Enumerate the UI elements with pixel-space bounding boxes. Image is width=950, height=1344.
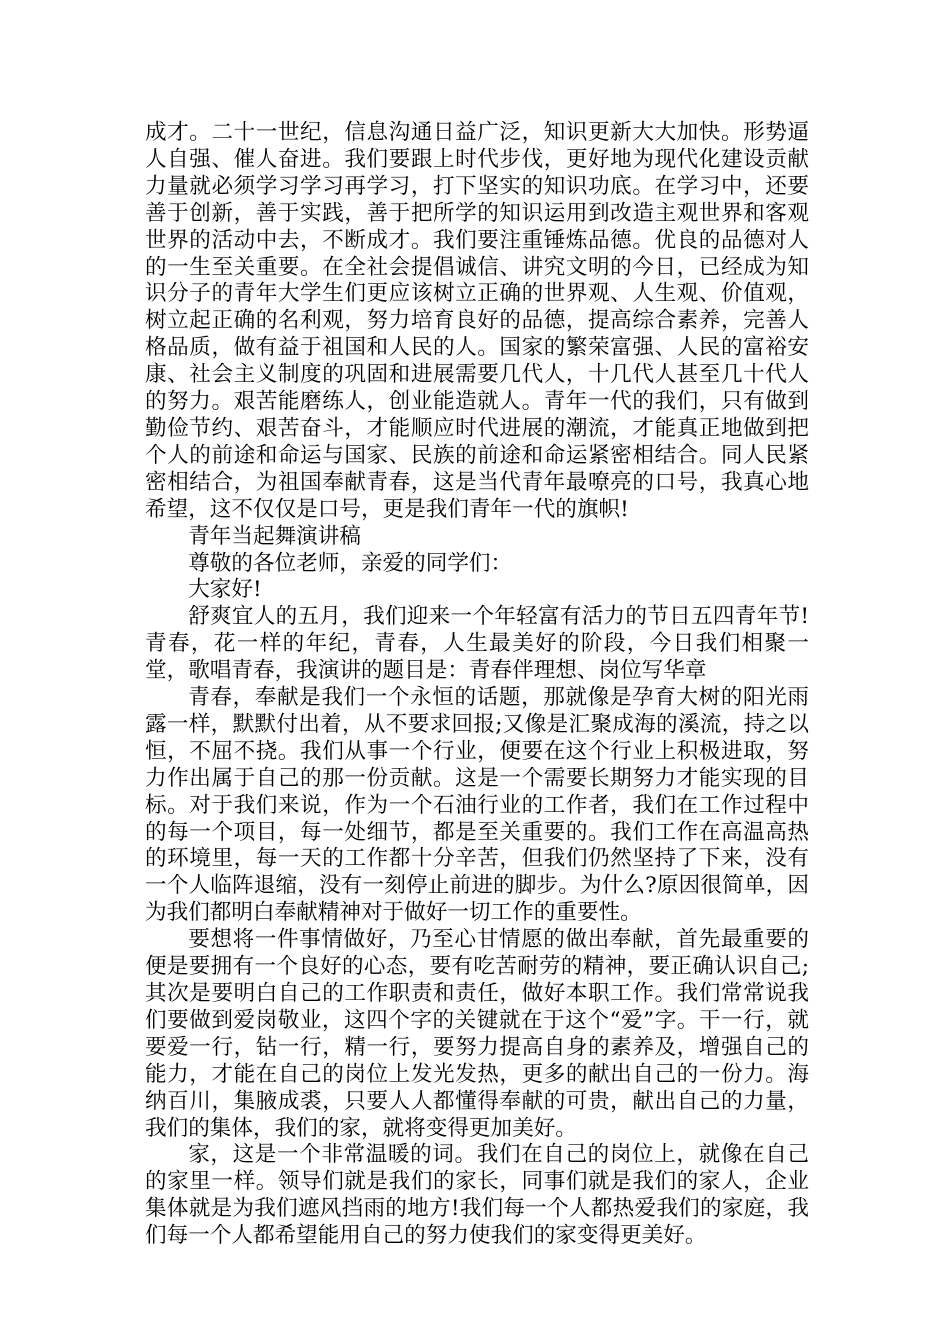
salutation: 尊敬的各位老师，亲爱的同学们： — [188, 550, 513, 576]
body-paragraph: 家，这是一个非常温暖的词。我们在自己的岗位上，就像在自己的家里一样。领导们就是我们的家长，同事们就是我们的家人，企业集体就是为我们遮风挡雨的地方!我们每一个人都热爱我们的家庭，我们每一个人都希望能用自己的努力使我们的家变得更美好。 — [145, 1142, 809, 1249]
greeting: 大家好! — [188, 577, 262, 603]
body-paragraph: 要想将一件事情做好，乃至心甘情愿的做出奉献，首先最重要的便是要拥有一个良好的心态，要有吃苦耐劳的精神，要正确认识自己;其次是要明白自己的工作职责和责任，做好本职工作。我们常常说我们要做到爱岗敬业，这四个字的关键就在于这个“爱”字。干一行，就要爱一行，钻一行，精一行，要努力提高自身的素养及，增强自己的能力，才能在自己的岗位上发光发热，更多的献出自己的一份力。海纳百川，集腋成裘，只要人人都懂得奉献的可贵，献出自己的力量，我们的集体，我们的家，就将变得更加美好。 — [145, 927, 809, 1141]
body-paragraph: 舒爽宜人的五月，我们迎来一个年轻富有活力的节日五四青年节!青春，花一样的年纪，青春，人生最美好的阶段，今日我们相聚一堂，歌唱青春，我演讲的题目是：青春伴理想、岗位写华章 — [145, 604, 809, 684]
document-page — [145, 120, 809, 1250]
continuation-paragraph: 成才。二十一世纪，信息沟通日益广泛，知识更新大大加快。形势逼人自强、催人奋进。我们要跟上时代步伐，更好地为现代化建设贡献力量就必须学习学习再学习，打下坚实的知识功底。在学习中，还要善于创新，善于实践，善于把所学的知识运用到改造主观世界和客观世界的活动中去，不断成才。我们要注重锤炼品德。优良的品德对人的一生至关重要。在全社会提倡诚信、讲究文明的今日，已经成为知识分子的青年大学生们更应该树立正确的世界观、人生观、价值观，树立起正确的名利观，努力培育良好的品德，提高综合素养，完善人格品质，做有益于祖国和人民的人。国家的繁荣富强、人民的富裕安康、社会主义制度的巩固和进展需要几代人，十几代人甚至几十代人的努力。艰苦能磨练人，创业能造就人。青年一代的我们，只有做到勤俭节约、艰苦奋斗，才能顺应时代进展的潮流，才能真正地做到把个人的前途和命运与国家、民族的前途和命运紧密相结合。同人民紧密相结合，为祖国奉献青春，这是当代青年最嘹亮的口号，我真心地希望，这不仅仅是口号，更是我们青年一代的旗帜! — [145, 120, 809, 522]
speech-title: 青年当起舞演讲稿 — [188, 523, 361, 549]
body-paragraph: 青春，奉献是我们一个永恒的话题，那就像是孕育大树的阳光雨露一样，默默付出着，从不要求回报;又像是汇聚成海的溪流，持之以恒，不屈不挠。我们从事一个行业，便要在这个行业上积极进取，努力作出属于自己的那一份贡献。这是一个需要长期努力才能实现的目标。对于我们来说，作为一个石油行业的工作者，我们在工作过程中的每一个项目，每一处细节，都是至关重要的。我们工作在高温高热的环境里，每一天的工作都十分辛苦，但我们仍然坚持了下来，没有一个人临阵退缩，没有一刻停止前进的脚步。为什么?原因很简单，因为我们都明白奉献精神对于做好一切工作的重要性。 — [145, 685, 809, 926]
